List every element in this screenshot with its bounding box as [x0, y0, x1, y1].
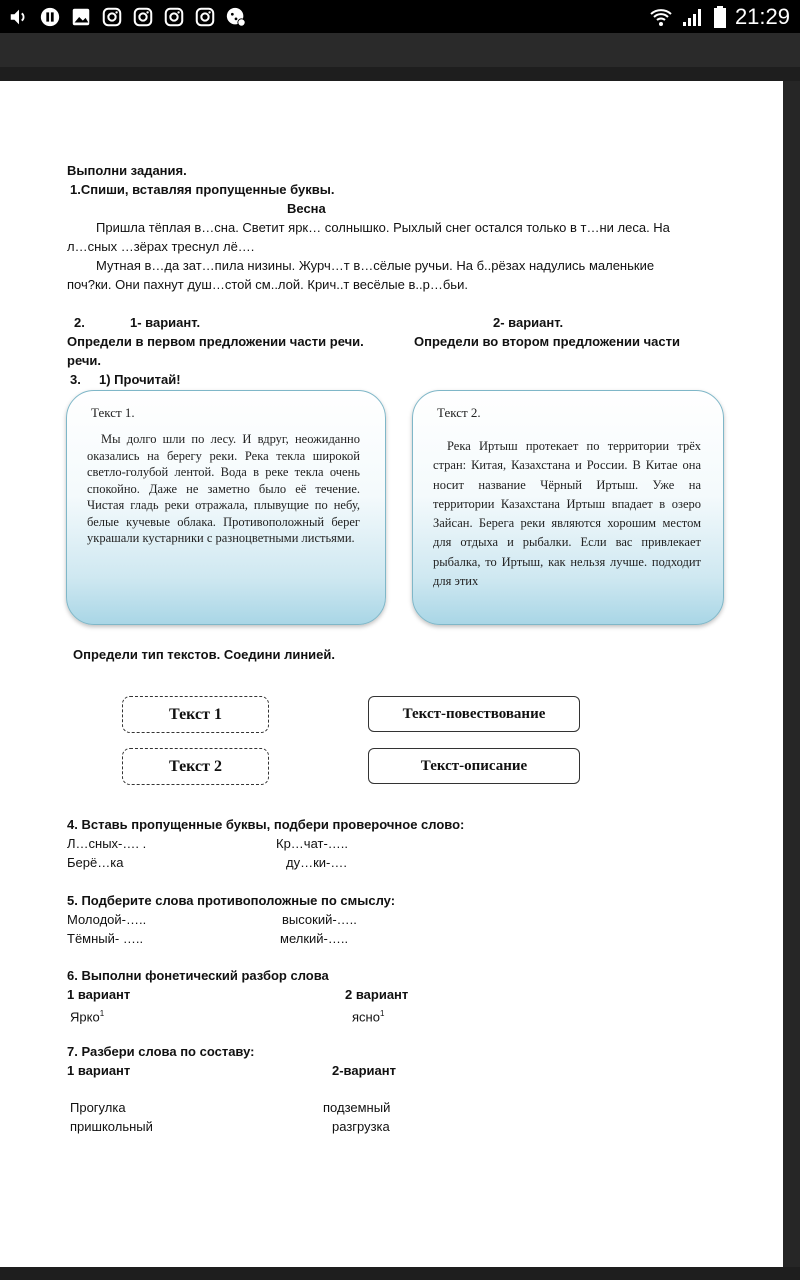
task2-variant1: 1- вариант.: [130, 315, 201, 330]
heading: Выполни задания.: [67, 163, 187, 178]
match-narrative-box: Текст-повествование: [368, 696, 580, 732]
signal-icon: [681, 6, 705, 28]
match-description-box: Текст-описание: [368, 748, 580, 784]
instagram-icon: [194, 6, 216, 28]
task5-item: Тёмный- …..: [67, 931, 144, 946]
task6-variant1: 1 вариант: [67, 987, 131, 1002]
document-page: [0, 81, 783, 1267]
match-text2-box: Текст 2: [122, 748, 269, 785]
text1-title: Текст 1.: [91, 405, 135, 420]
notification-icons: [8, 5, 247, 29]
task1-line: Мутная в…да зат…пила низины. Журч…т в…сёлые ручьи. На б..рёзах надулись маленькие: [96, 258, 655, 273]
task3-number: 3.: [70, 372, 81, 387]
task4-item: ду…ки-….: [286, 855, 347, 870]
volume-icon: [8, 6, 30, 28]
task7-variant2: 2-вариант: [332, 1063, 396, 1078]
task1-subtitle: Весна: [287, 201, 326, 216]
viewer-toolbar: [0, 33, 800, 67]
task2-left-text: Определи в первом предложении части речи.: [67, 334, 364, 349]
task7-title: 7. Разбери слова по составу:: [67, 1044, 255, 1059]
task6-word1: Ярко$^1$: [70, 1009, 105, 1025]
task5-item: мелкий-…..: [280, 931, 349, 946]
instagram-icon: [101, 6, 123, 28]
cookie-icon: [225, 6, 247, 28]
task5-item: высокий-…..: [282, 912, 357, 927]
task4-item: Берё…ка: [67, 855, 124, 870]
task6-variant2: 2 вариант: [345, 987, 409, 1002]
text2-title: Текст 2.: [437, 405, 481, 420]
task4-item: Л…сных-…. .: [67, 836, 147, 851]
task3-title: 1) Прочитай!: [99, 372, 181, 387]
task2-number: 2.: [74, 315, 85, 330]
task1-line: л…сных …зёрах треснул лё….: [67, 239, 255, 254]
task6-word2: ясно$^1$: [352, 1009, 385, 1025]
task1-title: 1.Спиши, вставляя пропущенные буквы.: [70, 182, 335, 197]
text1-card: [66, 390, 386, 625]
match-instruction: Определи тип текстов. Соедини линией.: [73, 647, 335, 662]
wifi-icon: [649, 6, 673, 28]
task4-title: 4. Вставь пропущенные буквы, подбери проверочное слово:: [67, 817, 465, 832]
headset-icon: [39, 6, 61, 28]
task2-left-text-cont: речи.: [67, 353, 101, 368]
instagram-icon: [132, 6, 154, 28]
text1-body: Мы долго шли по лесу. И вдруг, неожиданно оказались на берегу реки. Река текла широкой светло-голубой лентой. Вода в реке текла очень спокойно. Даже не заметно было её течение. Чистая гладь реки отражала, плывущие по небу, белые кучевые облака. Противоположный берег украшали кустарники с разноцветными листьями.: [87, 432, 360, 545]
task5-title: 5. Подберите слова противоположные по смыслу:: [67, 893, 396, 908]
task6-title: 6. Выполни фонетический разбор слова: [67, 968, 329, 983]
task5-item: Молодой-…..: [67, 912, 147, 927]
status-bar: [0, 0, 800, 33]
clock: 21:29: [734, 4, 790, 29]
task7-item: пришкольный: [70, 1119, 153, 1134]
gallery-icon: [70, 6, 92, 28]
task7-item: разгрузка: [332, 1119, 390, 1134]
task1-line: поч?ки. Они пахнут душ…стой см..лой. Крич..т весёлые в..р…бьи.: [67, 277, 468, 292]
text2-card: [412, 390, 724, 625]
text2-body: Река Иртыш протекает по территории трёх стран: Китая, Казахстана и России. В Китае она носит название Чёрный Иртыш. Уже на территории Казахстана Иртыш впадает в озеро Зайсан. Берега реки являются хорошим местом для отдыха и рыбалки. Если вас привлекает рыбалка, то Иртыш, как нельзя лучше. подходит для этих: [433, 439, 701, 589]
task2-right-text: Определи во втором предложении части: [414, 334, 680, 349]
task2-variant2: 2- вариант.: [493, 315, 564, 330]
scrollbar[interactable]: [783, 81, 800, 1267]
task4-item: Кр…чат-…..: [276, 836, 349, 851]
battery-icon: [713, 6, 727, 28]
task1-line: Пришла тёплая в…сна. Светит ярк… солнышко. Рыхлый снег остался только в т…ни леса. На: [96, 220, 670, 235]
task7-item: Прогулка: [70, 1100, 126, 1115]
task7-item: подземный: [323, 1100, 391, 1115]
match-text1-box: Текст 1: [122, 696, 269, 733]
task7-variant1: 1 вариант: [67, 1063, 131, 1078]
instagram-icon: [163, 6, 185, 28]
bottom-strip: [0, 1267, 800, 1280]
